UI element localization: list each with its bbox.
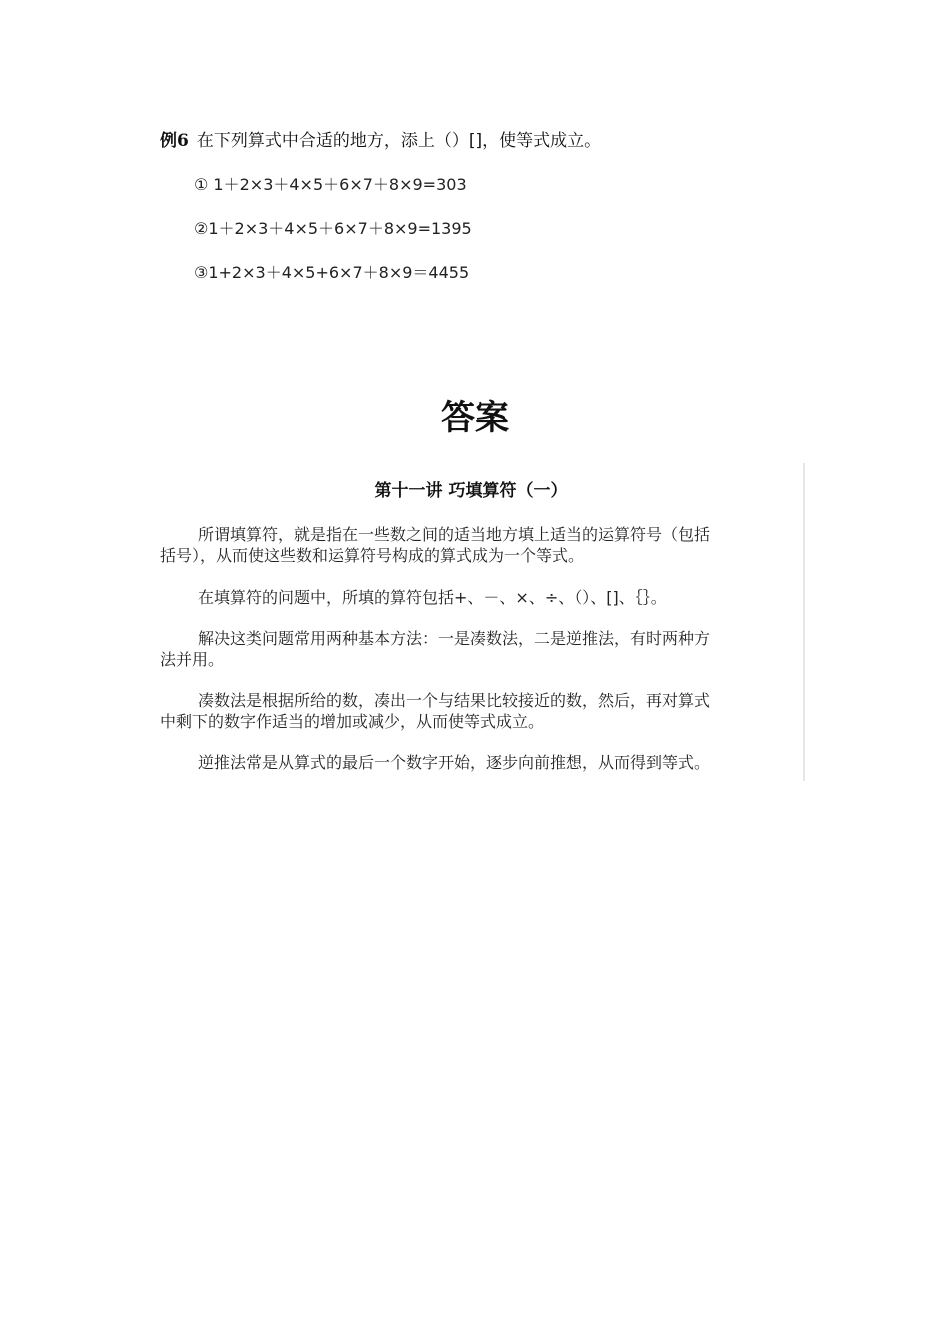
paragraph-line: 逆推法常是从算式的最后一个数字开始，逐步向前推想，从而得到等式。 — [198, 753, 711, 772]
example-section — [160, 130, 780, 283]
vertical-divider — [803, 463, 805, 781]
paragraph-line: 所谓填算符，就是指在一些数之间的适当地方填上适当的运算符号（包括 — [198, 525, 711, 544]
paragraph-4 — [160, 690, 782, 732]
equation-1: ① 1＋2×3＋4×5＋6×7＋8×9=303 — [194, 175, 467, 194]
paragraph-line: 中剩下的数字作适当的增加或减少，从而使等式成立。 — [160, 712, 545, 731]
answer-section — [160, 480, 782, 773]
paragraph-5 — [160, 752, 782, 773]
paragraph-line: 括号），从而使这些数和运算符号构成的算式成为一个等式。 — [160, 546, 585, 565]
example-heading — [160, 130, 780, 152]
paragraph-line: 解决这类问题常用两种基本方法：一是凑数法，二是逆推法，有时两种方 — [198, 629, 711, 648]
answer-title: 答案 — [441, 398, 509, 438]
paragraph-line: 法并用。 — [160, 650, 225, 669]
paragraph-line: 在填算符的问题中，所填的算符包括+、－、×、÷、（）、[]、｛｝。 — [198, 588, 667, 607]
equation-3: ③1+2×3＋4×5+6×7＋8×9＝4455 — [194, 263, 470, 282]
equation-2: ②1＋2×3＋4×5＋6×7＋8×9=1395 — [194, 219, 472, 238]
paragraph-2 — [160, 587, 782, 608]
paragraph-1 — [160, 524, 782, 566]
example-label: 例6 — [160, 131, 189, 151]
paragraph-3 — [160, 628, 782, 670]
paragraph-line: 凑数法是根据所给的数，凑出一个与结果比较接近的数，然后，再对算式 — [198, 691, 711, 710]
lecture-title: 第十一讲 巧填算符（一） — [374, 481, 568, 501]
example-prompt: 在下列算式中合适的地方，添上（）[]，使等式成立。 — [196, 131, 602, 151]
